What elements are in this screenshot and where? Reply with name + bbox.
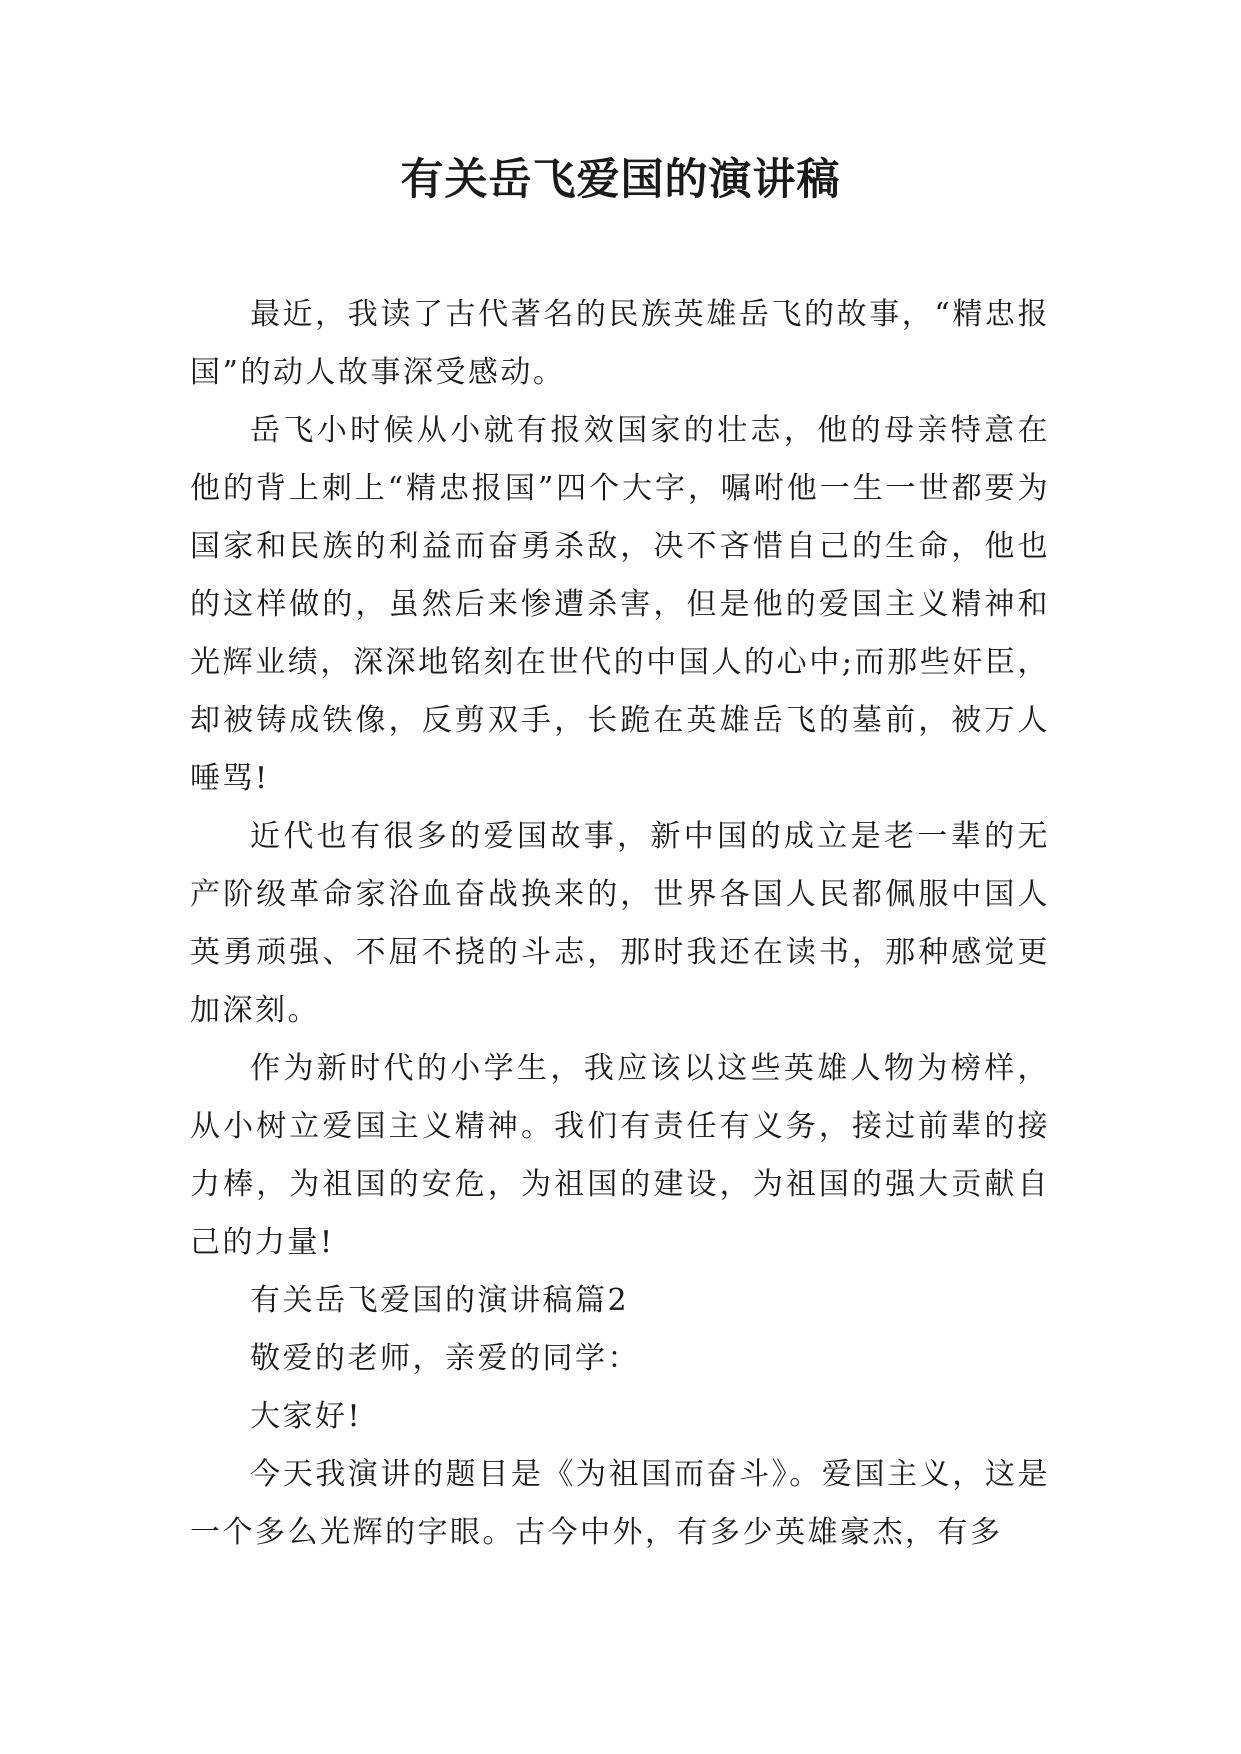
greeting: 大家好! xyxy=(250,1399,363,1434)
document-body xyxy=(190,286,1050,1562)
paragraph-3: 近代也有很多的爱国故事，新中国的成立是老一辈的无产阶级革命家浴血奋战换来的，世界各国人民都佩服中国人英勇顽强、不屈不挠的斗志，那时我还在读书，那种感觉更加深刻。 xyxy=(190,819,1050,1028)
document-title: 有关岳飞爱国的演讲稿 xyxy=(400,155,841,205)
paragraph-1: 最近，我读了古代著名的民族英雄岳飞的故事，“精忠报国”的动人故事深受感动。 xyxy=(190,297,1050,390)
section-heading-part-2: 有关岳飞爱国的演讲稿篇2 xyxy=(250,1283,630,1318)
paragraph-speech-intro: 今天我演讲的题目是《为祖国而奋斗》。爱国主义，这是一个多么光辉的字眼。古今中外，有多少英雄豪杰，有多 xyxy=(190,1457,1050,1550)
salutation: 敬爱的老师，亲爱的同学： xyxy=(250,1341,640,1376)
paragraph-4: 作为新时代的小学生，我应该以这些英雄人物为榜样，从小树立爱国主义精神。我们有责任有义务，接过前辈的接力棒，为祖国的安危，为祖国的建设，为祖国的强大贡献自己的力量! xyxy=(190,1051,1050,1260)
paragraph-2: 岳飞小时候从小就有报效国家的壮志，他的母亲特意在他的背上刺上“精忠报国”四个大字，嘱咐他一生一世都要为国家和民族的利益而奋勇杀敌，决不吝惜自己的生命，他也的这样做的，虽然后来惨遭杀害，但是他的爱国主义精神和光辉业绩，深深地铭刻在世代的中国人的心中;而那些奸臣，却被铸成铁像，反剪双手，长跪在英雄岳飞的墓前，被万人唾骂! xyxy=(190,413,1050,796)
